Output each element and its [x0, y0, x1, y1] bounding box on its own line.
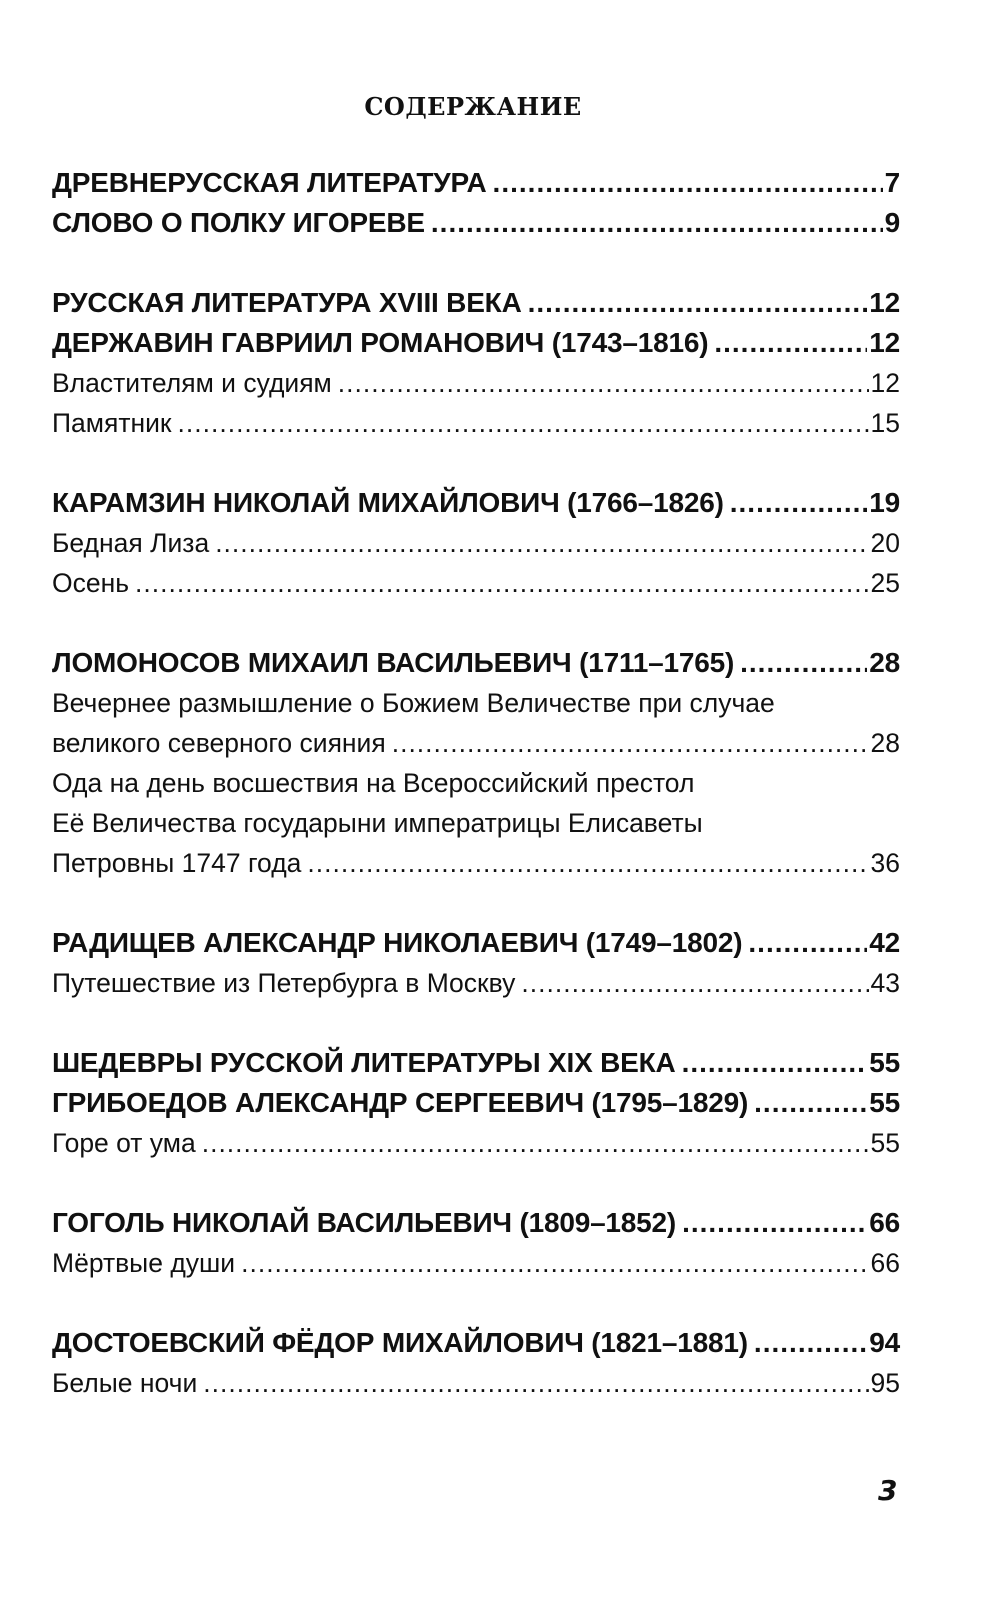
toc-heading-entry: [52, 643, 900, 683]
entry-page-number: 66: [869, 1207, 900, 1238]
entry-title: ДОСТОЕВСКИЙ ФЁДОР МИХАЙЛОВИЧ (1821–1881): [52, 1327, 748, 1358]
entry-page-number: 55: [869, 1047, 900, 1078]
dot-leader: [521, 963, 868, 1003]
entry-page-number: 43: [870, 968, 900, 998]
toc-heading-entry: [52, 483, 900, 523]
toc-entry: [52, 763, 900, 803]
dot-leader: [338, 363, 869, 403]
toc-heading-entry: [52, 1083, 900, 1123]
toc-entry: [52, 843, 900, 883]
toc-heading-entry: [52, 1323, 900, 1363]
entry-title: Властителям и судиям: [52, 368, 332, 398]
dot-leader: [748, 923, 867, 963]
entry-page-number: 36: [870, 848, 900, 878]
dot-leader: [241, 1243, 868, 1283]
entry-title: Белые ночи: [52, 1368, 198, 1398]
entry-page-number: 7: [884, 167, 900, 198]
dot-leader: [754, 1083, 867, 1123]
dot-leader: [740, 643, 867, 683]
entry-title: ЛОМОНОСОВ МИХАИЛ ВАСИЛЬЕВИЧ (1711–1765): [52, 647, 735, 678]
entry-page-number: 12: [869, 287, 900, 318]
entry-title: Памятник: [52, 408, 172, 438]
dot-leader: [431, 203, 883, 243]
entry-title: КАРАМЗИН НИКОЛАЙ МИХАЙЛОВИЧ (1766–1826): [52, 487, 724, 518]
page-title: СОДЕРЖАНИЕ: [364, 92, 582, 121]
dot-leader: [754, 1323, 867, 1363]
dot-leader: [493, 163, 883, 203]
entry-page-number: 20: [870, 528, 900, 558]
toc-heading-entry: [52, 203, 900, 243]
dot-leader: [682, 1043, 868, 1083]
toc-section: [52, 163, 900, 243]
toc-entry: [52, 1363, 900, 1403]
entry-page-number: 42: [869, 927, 900, 958]
toc-section: [52, 283, 900, 443]
entry-title: Путешествие из Петербурга в Москву: [52, 968, 516, 998]
dot-leader: [714, 323, 867, 363]
entry-page-number: 25: [870, 568, 900, 598]
toc-entry: [52, 723, 900, 763]
dot-leader: [682, 1203, 867, 1243]
dot-leader: [202, 1123, 869, 1163]
dot-leader: [528, 283, 868, 323]
toc-heading-entry: [52, 1203, 900, 1243]
page-number: 3: [878, 1474, 898, 1507]
entry-page-number: 55: [870, 1128, 900, 1158]
toc-heading-entry: [52, 923, 900, 963]
toc-entry: [52, 1123, 900, 1163]
entry-page-number: 28: [870, 728, 900, 758]
toc-entry: [52, 363, 900, 403]
dot-leader: [730, 483, 868, 523]
entry-title: ДЕРЖАВИН ГАВРИИЛ РОМАНОВИЧ (1743–1816): [52, 327, 709, 358]
toc-entry: [52, 683, 900, 723]
dot-leader: [392, 723, 869, 763]
toc-section: [52, 923, 900, 1003]
dot-leader: [215, 523, 868, 563]
entry-title: ГРИБОЕДОВ АЛЕКСАНДР СЕРГЕЕВИЧ (1795–1829): [52, 1087, 749, 1118]
toc-entry: [52, 963, 900, 1003]
entry-page-number: 28: [869, 647, 900, 678]
entry-page-number: 15: [870, 408, 900, 438]
entry-title: ДРЕВНЕРУССКАЯ ЛИТЕРАТУРА: [52, 167, 487, 198]
entry-title: Горе от ума: [52, 1128, 196, 1158]
entry-page-number: 12: [869, 327, 900, 358]
toc-entry: [52, 1243, 900, 1283]
dot-leader: [135, 563, 868, 603]
entry-title: Мёртвые души: [52, 1248, 236, 1278]
entry-page-number: 55: [869, 1087, 900, 1118]
entry-title: Осень: [52, 568, 130, 598]
toc-section: [52, 1043, 900, 1163]
entry-title: РАДИЩЕВ АЛЕКСАНДР НИКОЛАЕВИЧ (1749–1802): [52, 927, 743, 958]
toc-entry: [52, 563, 900, 603]
entry-page-number: 9: [884, 207, 900, 238]
toc-section: [52, 1203, 900, 1283]
entry-title: Ода на день восшествия на Всероссийский престол: [52, 768, 695, 798]
entry-page-number: 12: [870, 368, 900, 398]
toc-heading-entry: [52, 283, 900, 323]
toc-heading-entry: [52, 1043, 900, 1083]
toc-section: [52, 483, 900, 603]
entry-title: Бедная Лиза: [52, 528, 210, 558]
dot-leader: [178, 403, 869, 443]
entry-title: СЛОВО О ПОЛКУ ИГОРЕВЕ: [52, 207, 425, 238]
entry-title: РУССКАЯ ЛИТЕРАТУРА XVIII ВЕКА: [52, 287, 522, 318]
entry-page-number: 94: [869, 1327, 900, 1358]
entry-title: ГОГОЛЬ НИКОЛАЙ ВАСИЛЬЕВИЧ (1809–1852): [52, 1207, 677, 1238]
dot-leader: [203, 1363, 868, 1403]
entry-title: Её Величества государыни императрицы Елисаветы: [52, 808, 703, 838]
toc-entry: [52, 403, 900, 443]
toc-heading-entry: [52, 163, 900, 203]
entry-page-number: 19: [869, 487, 900, 518]
dot-leader: [307, 843, 868, 883]
entry-page-number: 95: [870, 1368, 900, 1398]
toc-section: [52, 643, 900, 883]
table-of-contents: [52, 163, 900, 1443]
entry-title: Вечернее размышление о Божием Величестве при случае: [52, 688, 775, 718]
entry-title: ШЕДЕВРЫ РУССКОЙ ЛИТЕРАТУРЫ XIX ВЕКА: [52, 1047, 676, 1078]
toc-section: [52, 1323, 900, 1403]
entry-page-number: 66: [870, 1248, 900, 1278]
entry-title: великого северного сияния: [52, 728, 386, 758]
toc-entry: [52, 523, 900, 563]
entry-title: Петровны 1747 года: [52, 848, 302, 878]
toc-entry: [52, 803, 900, 843]
toc-heading-entry: [52, 323, 900, 363]
